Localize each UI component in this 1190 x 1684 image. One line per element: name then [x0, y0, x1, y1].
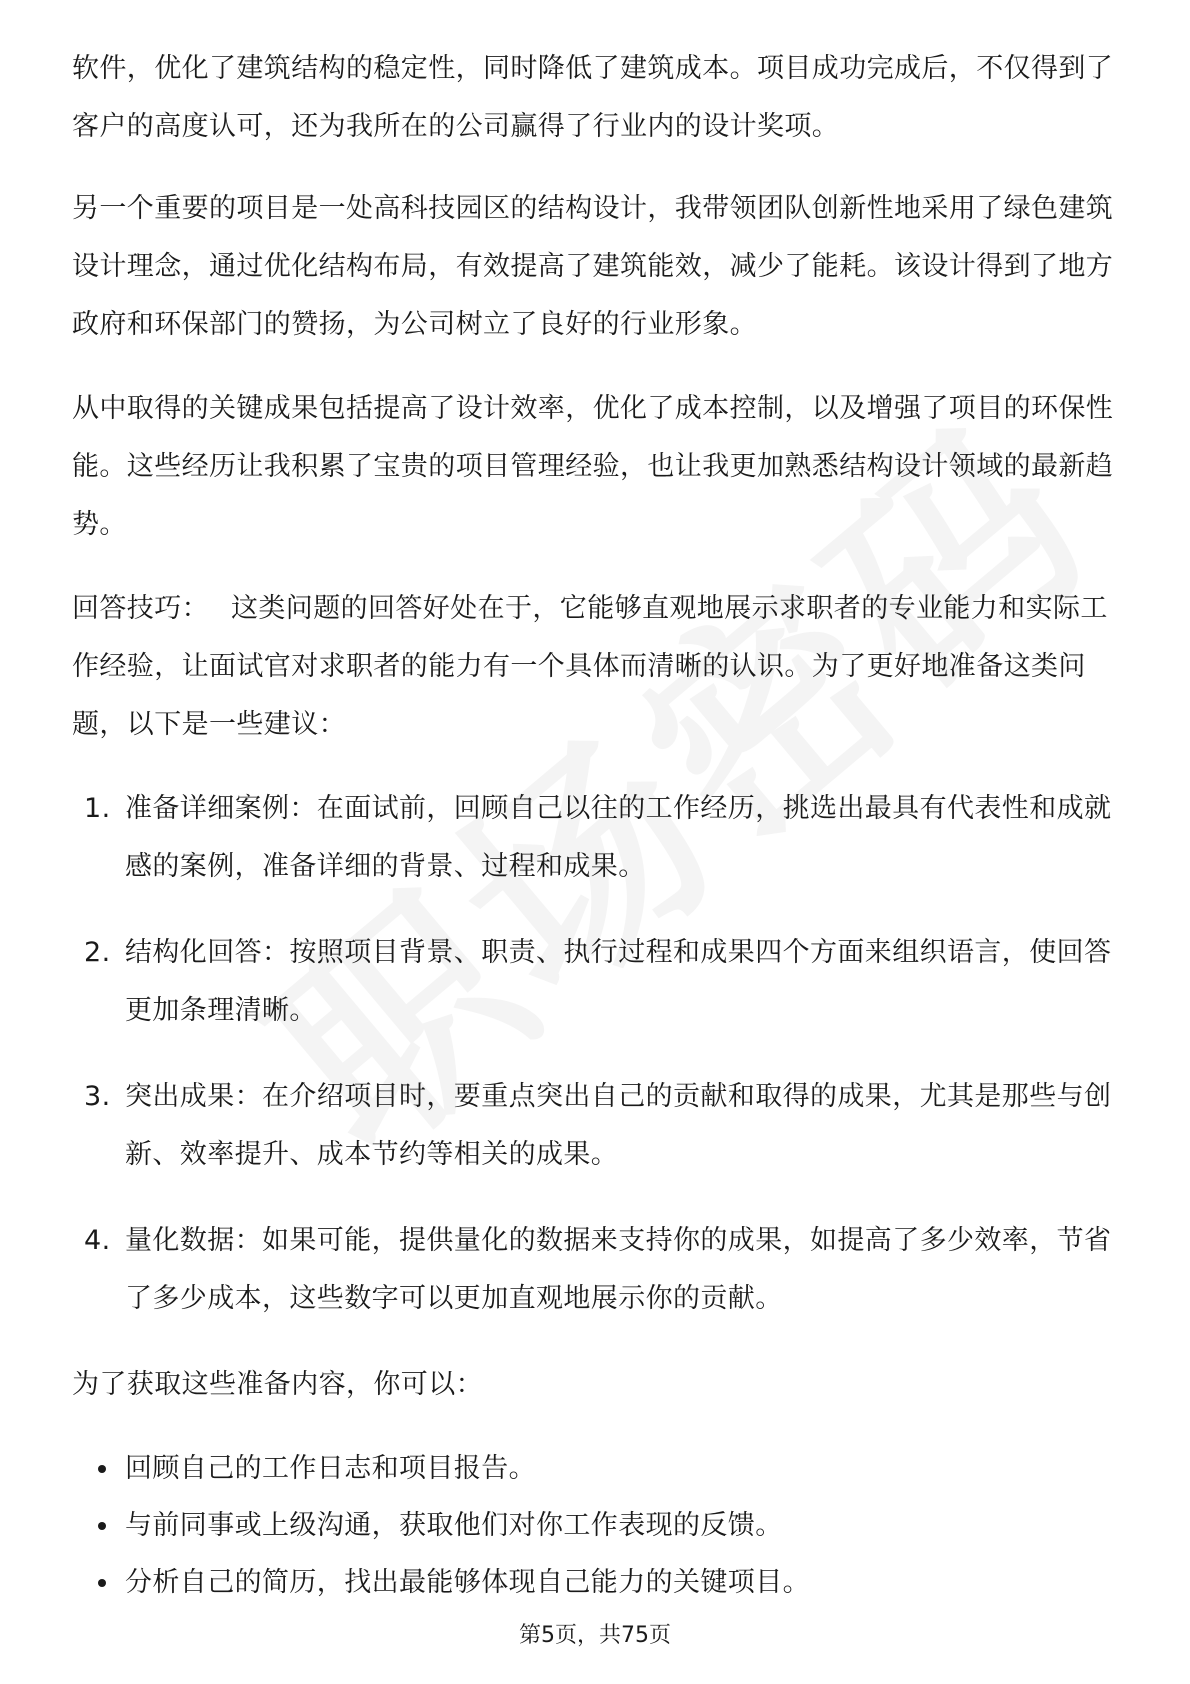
bullet-text: 分析自己的简历，找出最能够体现自己能力的关键项目。	[125, 1567, 810, 1598]
answer-tips-text: 这类问题的回答好处在于，它能够直观地展示求职者的专业能力和实际工作经验，让面试官对求职者的能力有一个具体而清晰的认识。为了更好地准备这类问题，以下是一些建议：	[72, 593, 1108, 740]
prep-bullet-list	[72, 1440, 1122, 1611]
bullet-item	[72, 1440, 1122, 1497]
bullet-text: 回顾自己的工作日志和项目报告。	[125, 1453, 536, 1484]
paragraph-2: 另一个重要的项目是一处高科技园区的结构设计，我带领团队创新性地采用了绿色建筑设计理念，通过优化结构布局，有效提高了建筑能效，减少了能耗。该设计得到了地方政府和环保部门的赞扬，为公司树立了良好的行业形象。	[72, 193, 1114, 340]
paragraph-3: 从中取得的关键成果包括提高了设计效率，优化了成本控制，以及增强了项目的环保性能。这些经历让我积累了宝贵的项目管理经验，也让我更加熟悉结构设计领域的最新趋势。	[72, 393, 1114, 540]
item-text: 量化数据：如果可能，提供量化的数据来支持你的成果，如提高了多少效率，节省了多少成本，这些数字可以更加直观地展示你的贡献。	[125, 1225, 1112, 1314]
suggestion-item	[72, 1068, 1122, 1184]
page-footer: 第5页，共75页	[519, 1623, 671, 1648]
item-text: 突出成果：在介绍项目时，要重点突出自己的贡献和取得的成果，尤其是那些与创新、效率提升、成本节约等相关的成果。	[125, 1081, 1112, 1170]
item-text: 准备详细案例：在面试前，回顾自己以往的工作经历，挑选出最具有代表性和成就感的案例，准备详细的背景、过程和成果。	[125, 793, 1112, 882]
item-number: 2.	[84, 937, 111, 968]
suggestion-item	[72, 780, 1122, 896]
bullet-dot-icon	[98, 1465, 106, 1473]
bullet-dot-icon	[98, 1579, 106, 1587]
item-number: 1.	[84, 793, 111, 824]
bullet-text: 与前同事或上级沟通，获取他们对你工作表现的反馈。	[125, 1510, 783, 1541]
prep-intro: 为了获取这些准备内容，你可以：	[72, 1369, 483, 1400]
item-number: 4.	[84, 1225, 111, 1256]
bullet-item	[72, 1554, 1122, 1611]
answer-tips-paragraph	[72, 580, 1122, 754]
answer-tips-label: 回答技巧：	[72, 593, 209, 624]
suggestion-item	[72, 924, 1122, 1040]
bullet-dot-icon	[98, 1522, 106, 1530]
item-text: 结构化回答：按照项目背景、职责、执行过程和成果四个方面来组织语言，使回答更加条理清晰。	[125, 937, 1112, 1026]
suggestion-item	[72, 1212, 1122, 1328]
document-body	[72, 40, 1122, 1611]
bullet-item	[72, 1497, 1122, 1554]
suggestion-list	[72, 780, 1122, 1328]
paragraph-1: 软件，优化了建筑结构的稳定性，同时降低了建筑成本。项目成功完成后，不仅得到了客户的高度认可，还为我所在的公司赢得了行业内的设计奖项。	[72, 53, 1114, 142]
item-number: 3.	[84, 1081, 111, 1112]
